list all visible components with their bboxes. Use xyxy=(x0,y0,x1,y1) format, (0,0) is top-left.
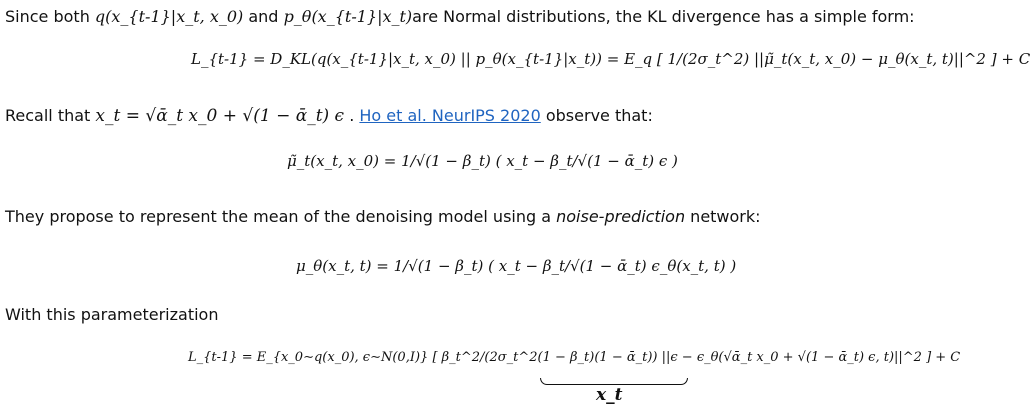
simplified-loss-equation: L_{t-1} = E_{x_0∼q(x_0), ϵ∼N(0,I)} [ β_t^2/(2σ_t^2(1 − β_t)(1 − ᾱ_t)) ||ϵ − ϵ_θ(√ᾱ_t x_0 + √(1 − ᾱ_t) ϵ, t)||^2 ] + C xyxy=(188,350,961,365)
observe-text: observe that: xyxy=(545,106,653,125)
propose-line xyxy=(5,207,761,226)
recall-line xyxy=(5,106,653,126)
posterior-mean-equation: μ̃_t(x_t, x_0) = 1/√(1 − β_t) ( x_t − β_t/√(1 − ᾱ_t) ϵ ) xyxy=(287,152,678,170)
noise-prediction-equation: μ_θ(x_t, t) = 1/√(1 − β_t) ( x_t − β_t/√(1 − ᾱ_t) ϵ_θ(x_t, t) ) xyxy=(296,257,737,275)
q-expression: q(x_{t-1}|x_t, x_0) xyxy=(94,7,244,26)
forward-process-equation: x_t = √ᾱ_t x_0 + √(1 − ᾱ_t) ϵ xyxy=(95,106,345,126)
intro-suffix: are Normal distributions, the KL divergence has a simple form: xyxy=(412,7,915,26)
intro-and: and xyxy=(248,7,279,26)
underbrace-label: x_t xyxy=(596,385,623,405)
propose-suffix: network: xyxy=(690,207,761,226)
recall-prefix: Recall that xyxy=(5,106,91,125)
kl-equation: L_{t-1} = D_KL(q(x_{t-1}|x_t, x_0) || p_θ(x_{t-1}|x_t)) = E_q [ 1/(2σ_t^2) ||μ̃_t(x_t, x_0) − μ_θ(x_t, t)||^2 ] + C xyxy=(191,50,1030,68)
underbrace xyxy=(540,378,688,385)
intro-prefix: Since both xyxy=(5,7,90,26)
propose-prefix: They propose to represent the mean of the denoising model using a xyxy=(5,207,552,226)
intro-line xyxy=(5,7,915,26)
parameterization-line: With this parameterization xyxy=(5,305,219,324)
ho-et-al-link[interactable]: Ho et al. NeurIPS 2020 xyxy=(359,106,541,125)
p-expression: p_θ(x_{t-1}|x_t) xyxy=(283,7,413,26)
recall-dot: . xyxy=(349,106,355,125)
propose-emphasis: noise-prediction xyxy=(556,207,686,226)
